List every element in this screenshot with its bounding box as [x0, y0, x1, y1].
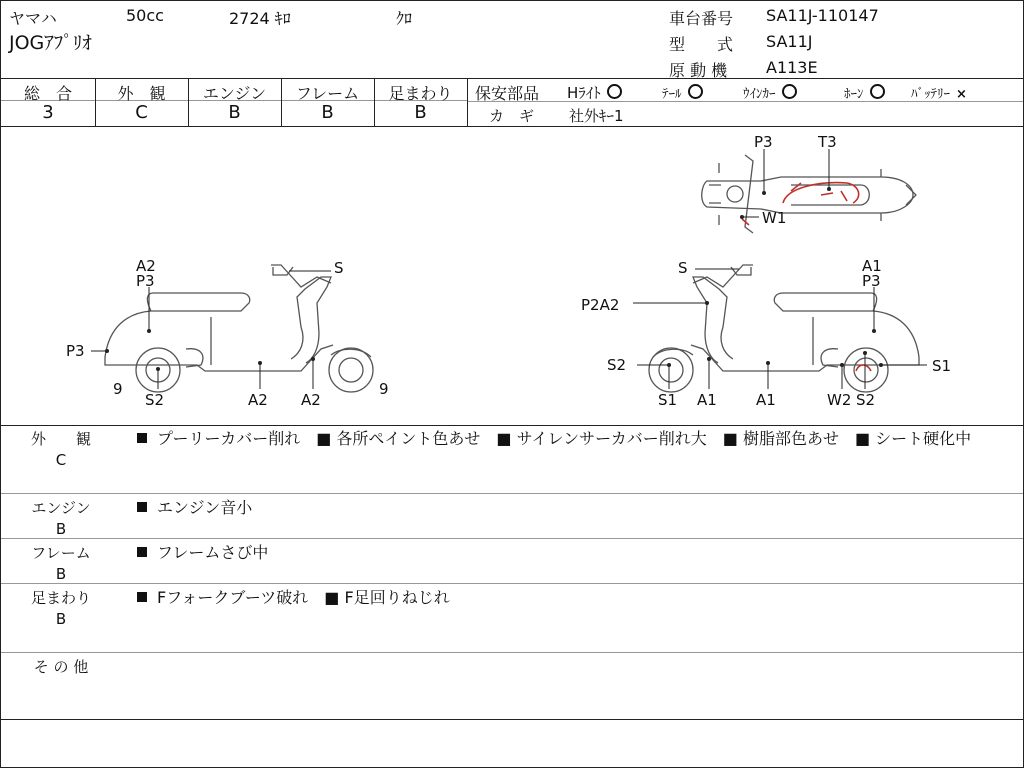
bullet-square-icon [137, 547, 147, 557]
divider [1, 583, 1023, 584]
diagram-label-left-p3: P3 [136, 272, 155, 290]
grade-header-frame: フレーム [295, 84, 360, 103]
grade-header-suspension: 足まわり [388, 84, 453, 103]
diagram-label-right-s2-rear: S2 [856, 391, 876, 409]
divider [1, 719, 1023, 720]
diagram-label-top-p3: P3 [754, 133, 773, 151]
diagram-label-left-9-rear: 9 [113, 380, 123, 398]
diagram-label-right-s2-front: S2 [607, 356, 627, 374]
detail-name: 足まわり [30, 589, 91, 607]
diagram-label-right-a1: A1 [862, 257, 882, 275]
chassis-no: SA11J-110147 [766, 6, 879, 25]
diagram-label-right-s: S [678, 259, 688, 277]
safety-item-winker [743, 83, 797, 102]
detail-row-frame [1, 542, 1023, 582]
detail-text: フレームさび中 [137, 542, 1017, 564]
diagram-label-top-w1: W1 [762, 209, 787, 227]
diagram-label-right-w2: W2 [827, 391, 852, 409]
detail-grade: B [55, 565, 67, 583]
diagram-label-right-p3: P3 [862, 272, 881, 290]
diagram-label-left-s2: S2 [145, 391, 165, 409]
displacement: 50cc [126, 6, 164, 25]
diagram-label-left-a2-front: A2 [301, 391, 321, 409]
detail-grade: B [55, 610, 67, 628]
grade-exterior: C [135, 102, 148, 123]
diagram-label-left-a2: A2 [136, 257, 156, 275]
grade-suspension: B [414, 102, 427, 123]
grade-engine: B [228, 102, 241, 123]
safety-item-name: ﾃｰﾙ [662, 87, 682, 102]
model-name: JOGｱﾌﾟﾘｵ [9, 32, 92, 54]
diagram-label-right-s1-rear: S1 [932, 357, 952, 375]
safety-item-horn [844, 83, 885, 102]
key-value: 社外ｷｰ1 [569, 107, 624, 125]
mileage: 2724 ｷﾛ [229, 9, 291, 28]
detail-row-suspension [1, 587, 1023, 651]
diagram-label-left-p3-rear: P3 [66, 342, 85, 360]
detail-text: プーリーカバー削れ ■ 各所ペイント色あせ ■ サイレンサーカバー削れ大 ■ 樹脂部色あせ ■ シート硬化中 [137, 428, 1017, 450]
divider [1, 538, 1023, 539]
divider [1, 78, 1023, 79]
diagram-label-top-t3: T3 [818, 133, 837, 151]
safety-item-name: Hﾗｲﾄ [567, 84, 601, 102]
bullet-square-icon [137, 433, 147, 443]
detail-grade: B [55, 520, 67, 538]
grade-frame: B [321, 102, 334, 123]
detail-row-other [1, 656, 1023, 716]
key-label: カ ギ [489, 107, 535, 125]
safety-label: 保安部品 [475, 84, 540, 103]
diagram-label-right-p2a2: P2A2 [581, 296, 620, 314]
diagram-label-right-a1-floor: A1 [756, 391, 776, 409]
chassis-no-label: 車台番号 [669, 9, 734, 28]
ok-circle-icon [688, 84, 703, 99]
detail-row-exterior [1, 428, 1023, 492]
detail-text: エンジン音小 [137, 497, 1017, 519]
detail-name: フレーム [31, 544, 91, 562]
type-value: SA11J [766, 32, 813, 51]
bullet-square-icon [137, 502, 147, 512]
safety-item-tail [662, 83, 703, 102]
grade-header-engine: エンジン [202, 84, 267, 103]
ok-circle-icon [782, 84, 797, 99]
diagram-label-left-s: S [334, 259, 344, 277]
diagram-label-right-a1-fork: A1 [697, 391, 717, 409]
ok-circle-icon [870, 84, 885, 99]
safety-item-name: ﾎｰﾝ [844, 87, 864, 102]
detail-name: エンジン [31, 499, 91, 517]
top-view-scooter-outline [702, 155, 916, 233]
divider [1, 652, 1023, 653]
detail-text: Fフォークブーツ破れ ■ F足回りねじれ [137, 587, 1017, 609]
safety-item-headlight [567, 82, 622, 103]
diagram-label-right-s1-front: S1 [658, 391, 678, 409]
divider [1, 493, 1023, 494]
divider [467, 78, 468, 126]
divider [1, 425, 1023, 426]
detail-row-engine [1, 497, 1023, 537]
engine-label: 原 動 機 [669, 61, 728, 80]
color: ｸﾛ [396, 9, 413, 28]
ok-circle-icon [607, 84, 622, 99]
diagram-label-left-a2-floor: A2 [248, 391, 268, 409]
detail-name: 外 観 [30, 430, 91, 448]
type-label: 型 式 [669, 35, 734, 54]
grade-overall: 3 [42, 102, 54, 123]
grade-header-exterior: 外 観 [117, 84, 166, 103]
safety-item-battery [911, 83, 967, 102]
safety-item-name: ｳｲﾝｶｰ [743, 87, 776, 102]
maker: ヤマハ [9, 9, 57, 28]
detail-grade: C [55, 451, 67, 469]
ng-x-mark: × [956, 87, 967, 102]
detail-name: そ の 他 [33, 658, 89, 676]
engine-value: A113E [766, 58, 818, 77]
grade-header-overall: 総 合 [23, 84, 72, 103]
bullet-square-icon [137, 592, 147, 602]
diagram-label-left-9-front: 9 [379, 380, 389, 398]
safety-item-name: ﾊﾞｯﾃﾘｰ [911, 87, 950, 102]
